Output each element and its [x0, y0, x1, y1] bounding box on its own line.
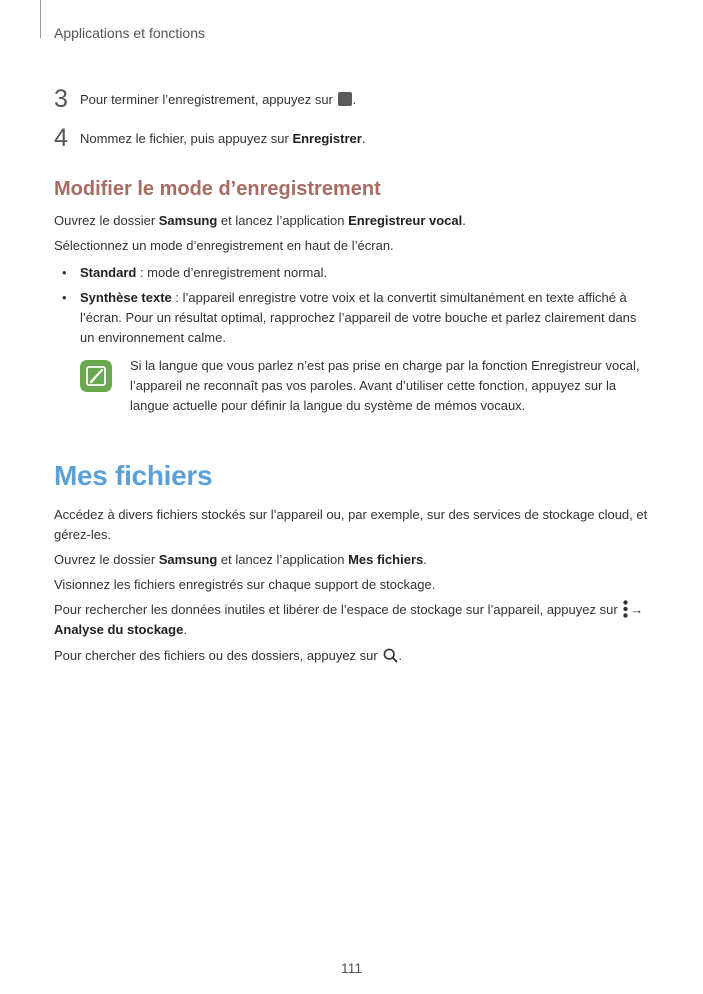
stop-icon	[338, 92, 352, 106]
pencil-note-icon	[80, 360, 112, 392]
bullet-text: Standard : mode d’enregistrement normal.	[80, 265, 328, 280]
step-number: 3	[54, 85, 68, 113]
my-files-paragraph-1: Accédez à divers fichiers stockés sur l’appareil ou, par exemple, sur des services de stockage cloud, et gérez-les.	[54, 507, 648, 542]
page-number: 111	[340, 960, 363, 976]
bullet-dot: •	[62, 290, 67, 305]
note-text: Si la langue que vous parlez n’est pas prise en charge par la fonction Enregistreur vocal, l’appareil ne reconnaît pas vos paroles. Avant d’utiliser cette fonction, appuyez sur la langue actuelle pour définir la langue du système de mémos vocaux.	[130, 358, 640, 413]
step-text: Nommez le fichier, puis appuyez sur Enregistrer.	[80, 131, 366, 146]
search-icon	[383, 648, 398, 663]
step-text: Pour terminer l’enregistrement, appuyez sur .	[80, 92, 357, 107]
more-options-icon	[623, 600, 628, 618]
my-files-heading: Mes fichiers	[54, 460, 213, 491]
record-mode-paragraph-2: Sélectionnez un mode d’enregistrement en haut de l’écran.	[54, 238, 394, 253]
section-header: Applications et fonctions	[54, 25, 205, 41]
header-divider	[40, 0, 41, 38]
bullet-dot: •	[62, 265, 67, 280]
record-mode-paragraph-1: Ouvrez le dossier Samsung et lancez l’application Enregistreur vocal.	[54, 213, 466, 228]
my-files-paragraph-5: Pour chercher des fichiers ou des dossiers, appuyez sur .	[54, 648, 402, 663]
bullet-text: Synthèse texte : l’appareil enregistre votre voix et la convertit simultanément en texte affiché à l’écran. Pour un résultat optimal, rapprochez l’appareil de votre bouche et parlez clairement dans un environnement calme.	[80, 290, 637, 345]
my-files-paragraph-3: Visionnez les fichiers enregistrés sur chaque support de stockage.	[54, 577, 436, 592]
my-files-paragraph-2: Ouvrez le dossier Samsung et lancez l’application Mes fichiers.	[54, 552, 427, 567]
step-number: 4	[54, 124, 68, 152]
my-files-paragraph-4: Pour rechercher les données inutiles et libérer de l’espace de stockage sur l’appareil, appuyez sur → Analyse du stockage.	[54, 602, 644, 637]
record-mode-heading: Modifier le mode d’enregistrement	[54, 178, 381, 200]
note-icon	[80, 360, 112, 392]
